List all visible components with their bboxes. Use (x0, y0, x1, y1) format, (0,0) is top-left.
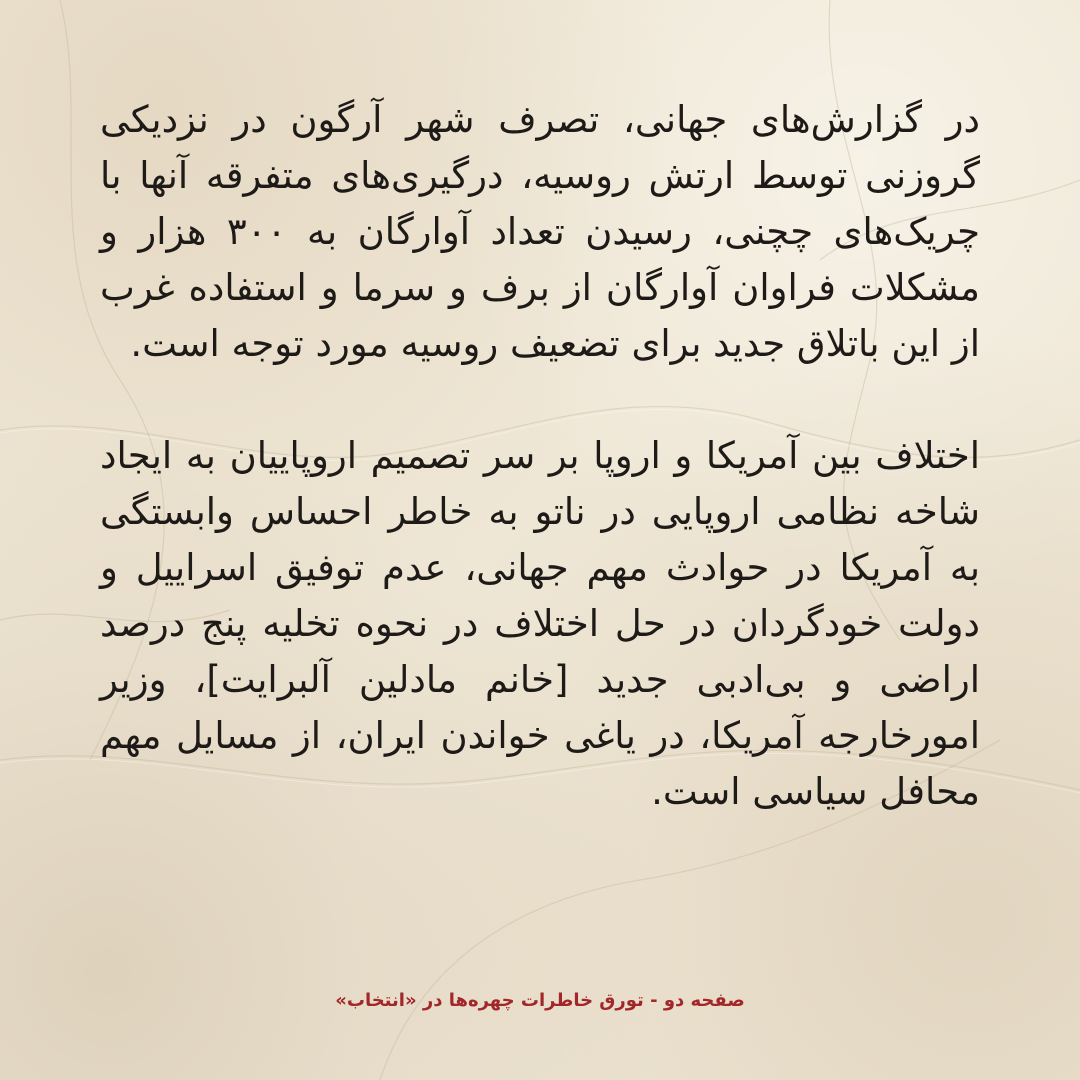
paragraph-political-issues: اختلاف بین آمریکا و اروپا بر سر تصمیم اروپاییان به ایجاد شاخه نظامی اروپایی در ناتو به خاطر احساس وابستگی به آمریکا در حوادث مهم جهانی، عدم توفیق اسراییل و دولت خودگردان در حل اختلاف در نحوه تخلیه پنج درصد اراضی و بی‌ادبی جدید [خانم مادلین آلبرایت]، وزیر امورخارجه آمریکا، در یاغی خواندن ایران، از مسایل مهم محافل سیاسی است. (100, 434, 980, 813)
page-caption: صفحه دو - تورق خاطرات چهره‌ها در «انتخاب» (335, 990, 745, 1011)
paragraph-world-reports: در گزارش‌های جهانی، تصرف شهر آرگون در نزدیکی گروزنی توسط ارتش روسیه، درگیری‌های متفرقه آنها با چریک‌های چچنی، رسیدن تعداد آوارگان به ۳۰۰ هزار و مشکلات فراوان آوارگان از برف و سرما و استفاده غرب از این باتلاق جدید برای تضعیف روسیه مورد توجه است. (100, 98, 980, 365)
article-body (100, 92, 980, 820)
